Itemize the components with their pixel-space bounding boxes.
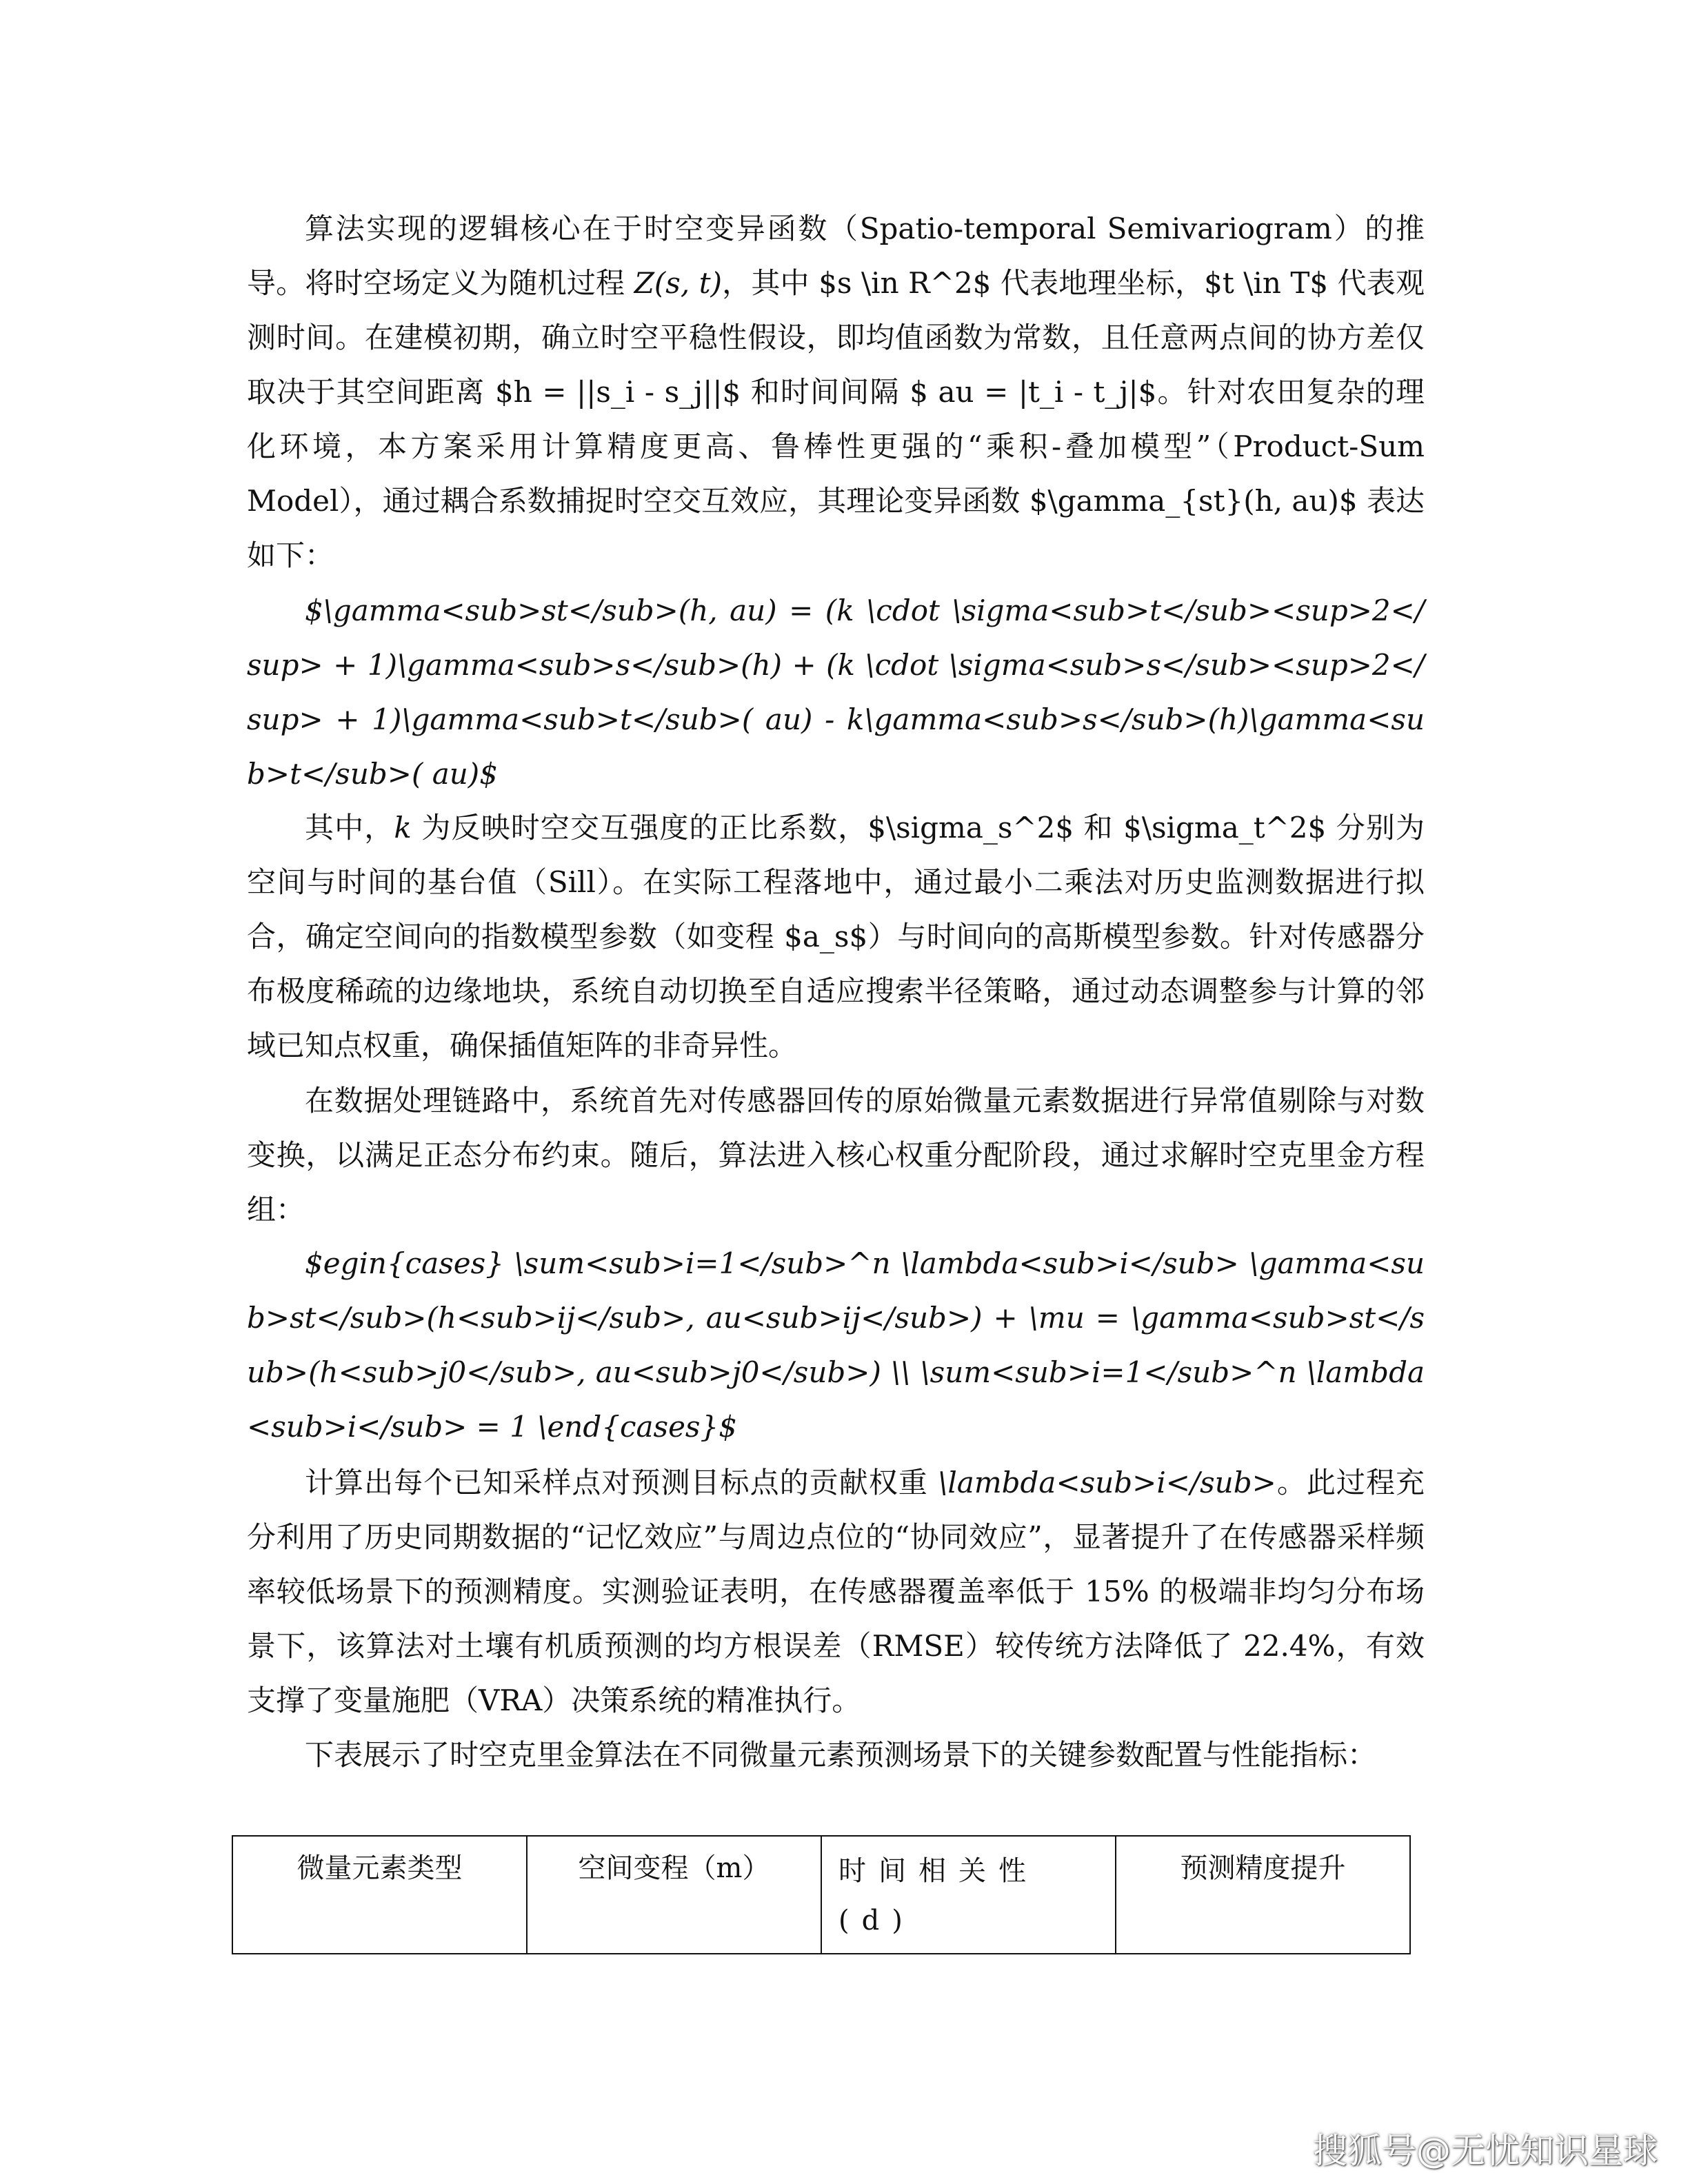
paragraph-text: 为反映时空交互强度的正比系数，$\sigma_s^2$ 和 $\sigma_t^2$ 分别为空间与时间的基台值（Sill）。在实际工程落地中，通过最小二乘法对历史监测数据进行拟合，确定空间向的指数模型参数（如变程 $a_s$）与时间向的高斯模型参数。针对传感器分布极度稀疏的边缘地块，系统自动切换至自适应搜索半径策略，通过动态调整参与计算的邻域已知点权重，确保插值矩阵的非奇异性。	[247, 811, 1425, 1062]
paragraph-data-processing: 在数据处理链路中，系统首先对传感器回传的原始微量元素数据进行异常值剔除与对数变换，以满足正态分布约束。随后，算法进入核心权重分配阶段，通过求解时空克里金方程组：	[247, 1084, 1425, 1226]
formula-kriging-system: $egin{cases} \sum<sub>i=1</sub>^n \lambda<sub>i</sub> \gamma<sub>st</sub>(h<sub>ij</sub>, au<sub>ij</sub>) + \mu = \gamma<sub>st</sub>(h<sub>j0</sub>, au<sub>j0</sub>) \\ \sum<sub>i=1</sub>^n \lambda<sub>i</sub> = 1 \end{cases}$	[247, 1246, 1425, 1444]
italic-term: k	[394, 811, 412, 845]
table-header-cell: 预测精度提升	[1116, 1836, 1410, 1954]
paragraph-text: 其中，	[305, 811, 394, 845]
paragraph-text: 计算出每个已知采样点对预测目标点的贡献权重	[305, 1466, 938, 1499]
table-header-row	[232, 1836, 1410, 1954]
table-header-cell: 微量元素类型	[232, 1836, 527, 1954]
paragraph-text: 。此过程充分利用了历史同期数据的“记忆效应”与周边点位的“协同效应”，显著提升了在传感器采样频率较低场景下的预测精度。实测验证表明，在传感器覆盖率低于 15% 的极端非均匀分布场景下，该算法对土壤有机质预测的均方根误差（RMSE）较传统方法降低了 22.4%，有效支撑了变量施肥（VRA）决策系统的精准执行。	[247, 1466, 1425, 1717]
formula-product-sum: $\gamma<sub>st</sub>(h, au) = (k \cdot \sigma<sub>t</sub><sup>2</sup> + 1)\gamma<sub>s</sub>(h) + (k \cdot \sigma<sub>s</sub><sup>2</sup> + 1)\gamma<sub>t</sub>( au) - k\gamma<sub>s</sub>(h)\gamma<sub>t</sub>( au)$	[247, 594, 1425, 791]
paragraph-text: 算法实现的逻辑核心在于时空变异函数（Spatio-temporal Semivariogram）的推导。将时空场定义为随机过程	[247, 212, 1425, 300]
paragraph-text: ，其中 $s \in R^2$ 代表地理坐标，$t \in T$ 代表观测时间。在建模初期，确立时空平稳性假设，即均值函数为常数，且任意两点间的协方差仅取决于其空间距离 $h = ||s_i - s_j||$ 和时间间隔 $ au = |t_i - t_j|$。针对农田复杂的理化环境，本方案采用计算精度更高、鲁棒性更强的“乘积-叠加模型”（Product-Sum Model），通过耦合系数捕捉时空交互效应，其理论变异函数 $\gamma_{st}(h, au)$ 表达如下：	[247, 266, 1425, 572]
italic-term: \lambda<sub>i</sub>	[938, 1466, 1276, 1499]
paragraph-parameters	[247, 800, 1425, 1073]
table-header-cell: 时间相关性 (d)	[821, 1836, 1116, 1954]
paragraph-results	[247, 1455, 1425, 1728]
paragraph-semivariogram	[247, 201, 1425, 583]
table-header-cell: 空间变程（m）	[527, 1836, 821, 1954]
paragraph-table-intro: 下表展示了时空克里金算法在不同微量元素预测场景下的关键参数配置与性能指标：	[305, 1738, 1377, 1772]
watermark: 搜狐号@无忧知识星球	[1313, 2131, 1658, 2171]
parameter-table	[232, 1835, 1411, 1954]
italic-term: Z(s, t)	[634, 266, 722, 300]
